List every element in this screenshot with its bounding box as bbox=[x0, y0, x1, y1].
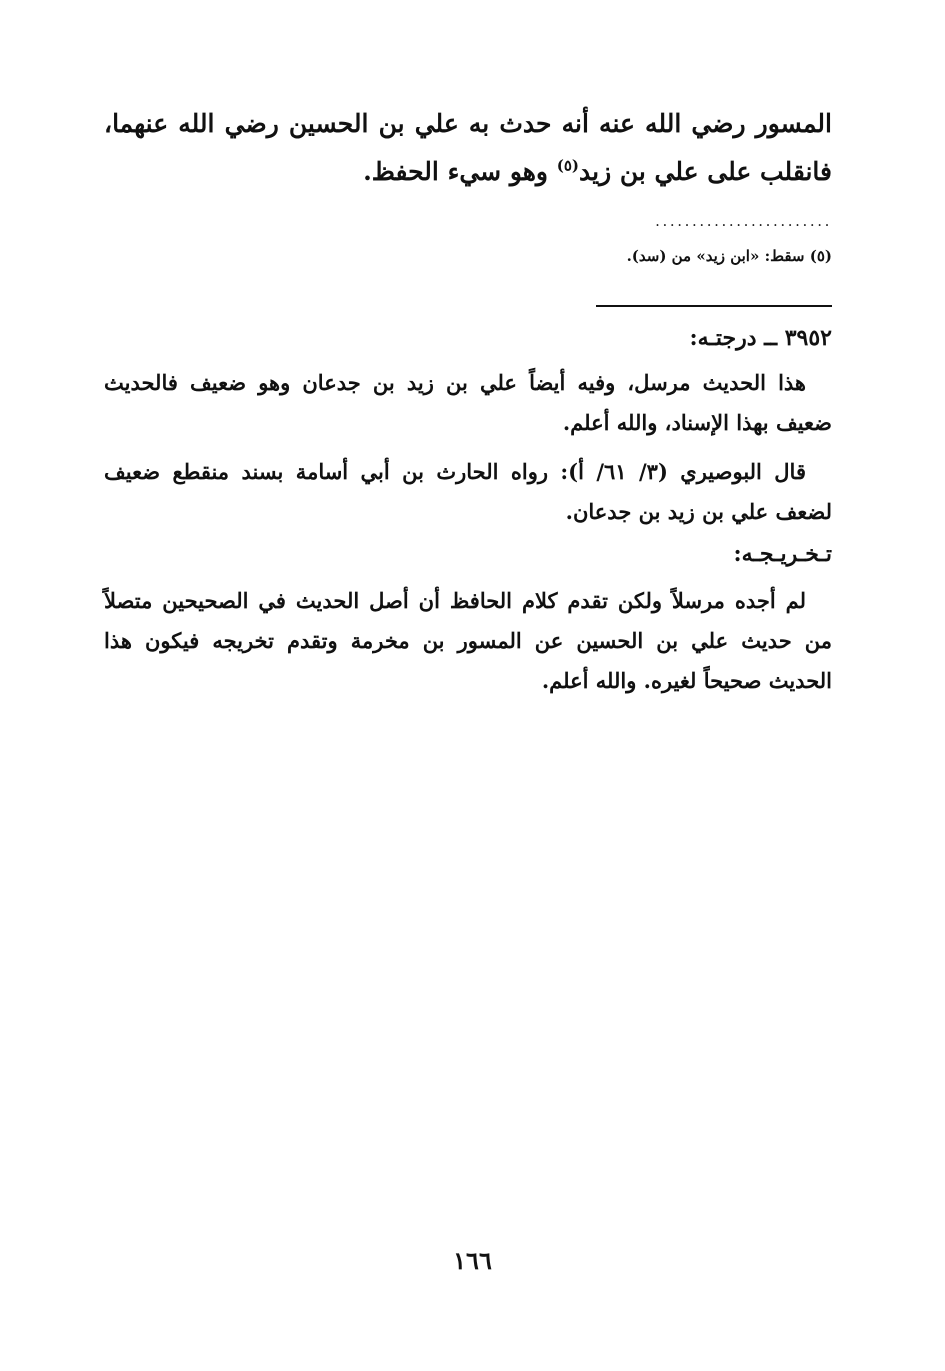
grade-paragraph: هذا الحديث مرسل، وفيه أيضاً علي بن زيد بن جدعان وهو ضعيف فالحديث ضعيف بهذا الإسناد، والله أعلم. bbox=[104, 370, 832, 435]
footnote-separator: ........................ bbox=[655, 212, 832, 228]
continuation-text-end: وهو سيء الحفظ. bbox=[363, 157, 557, 186]
footnote: (٥) سقط: «ابن زيد» من (سد). bbox=[626, 247, 832, 265]
continuation-text: المسور رضي الله عنه أنه حدث به علي بن الحسين رضي الله عنهما، فانقلب على علي بن زيد bbox=[104, 109, 832, 186]
takhrij-heading: تـخـريـجـه: bbox=[733, 541, 832, 567]
takhrij-paragraph: لم أجده مرسلاً ولكن تقدم كلام الحافظ أن أصل الحديث في الصحيحين متصلاً من حديث علي بن الحسين عن المسور بن مخرمة وتقدم تخريجه فيكون هذا الحديث صحيحاً لغيره. والله أعلم. bbox=[104, 588, 832, 693]
section-divider bbox=[596, 305, 832, 307]
footnote-marker: (٥) bbox=[556, 156, 579, 175]
page-number: ١٦٦ bbox=[453, 1246, 492, 1275]
grade-paragraph: قال البوصيري (٣/ ٦١/ أ): رواه الحارث بن أبي أسامة بسند منقطع ضعيف لضعف علي بن زيد بن جدعان. bbox=[104, 459, 832, 524]
continuation-paragraph bbox=[104, 100, 832, 196]
grade-heading: ٣٩٥٢ ــ درجتـه: bbox=[689, 325, 832, 351]
